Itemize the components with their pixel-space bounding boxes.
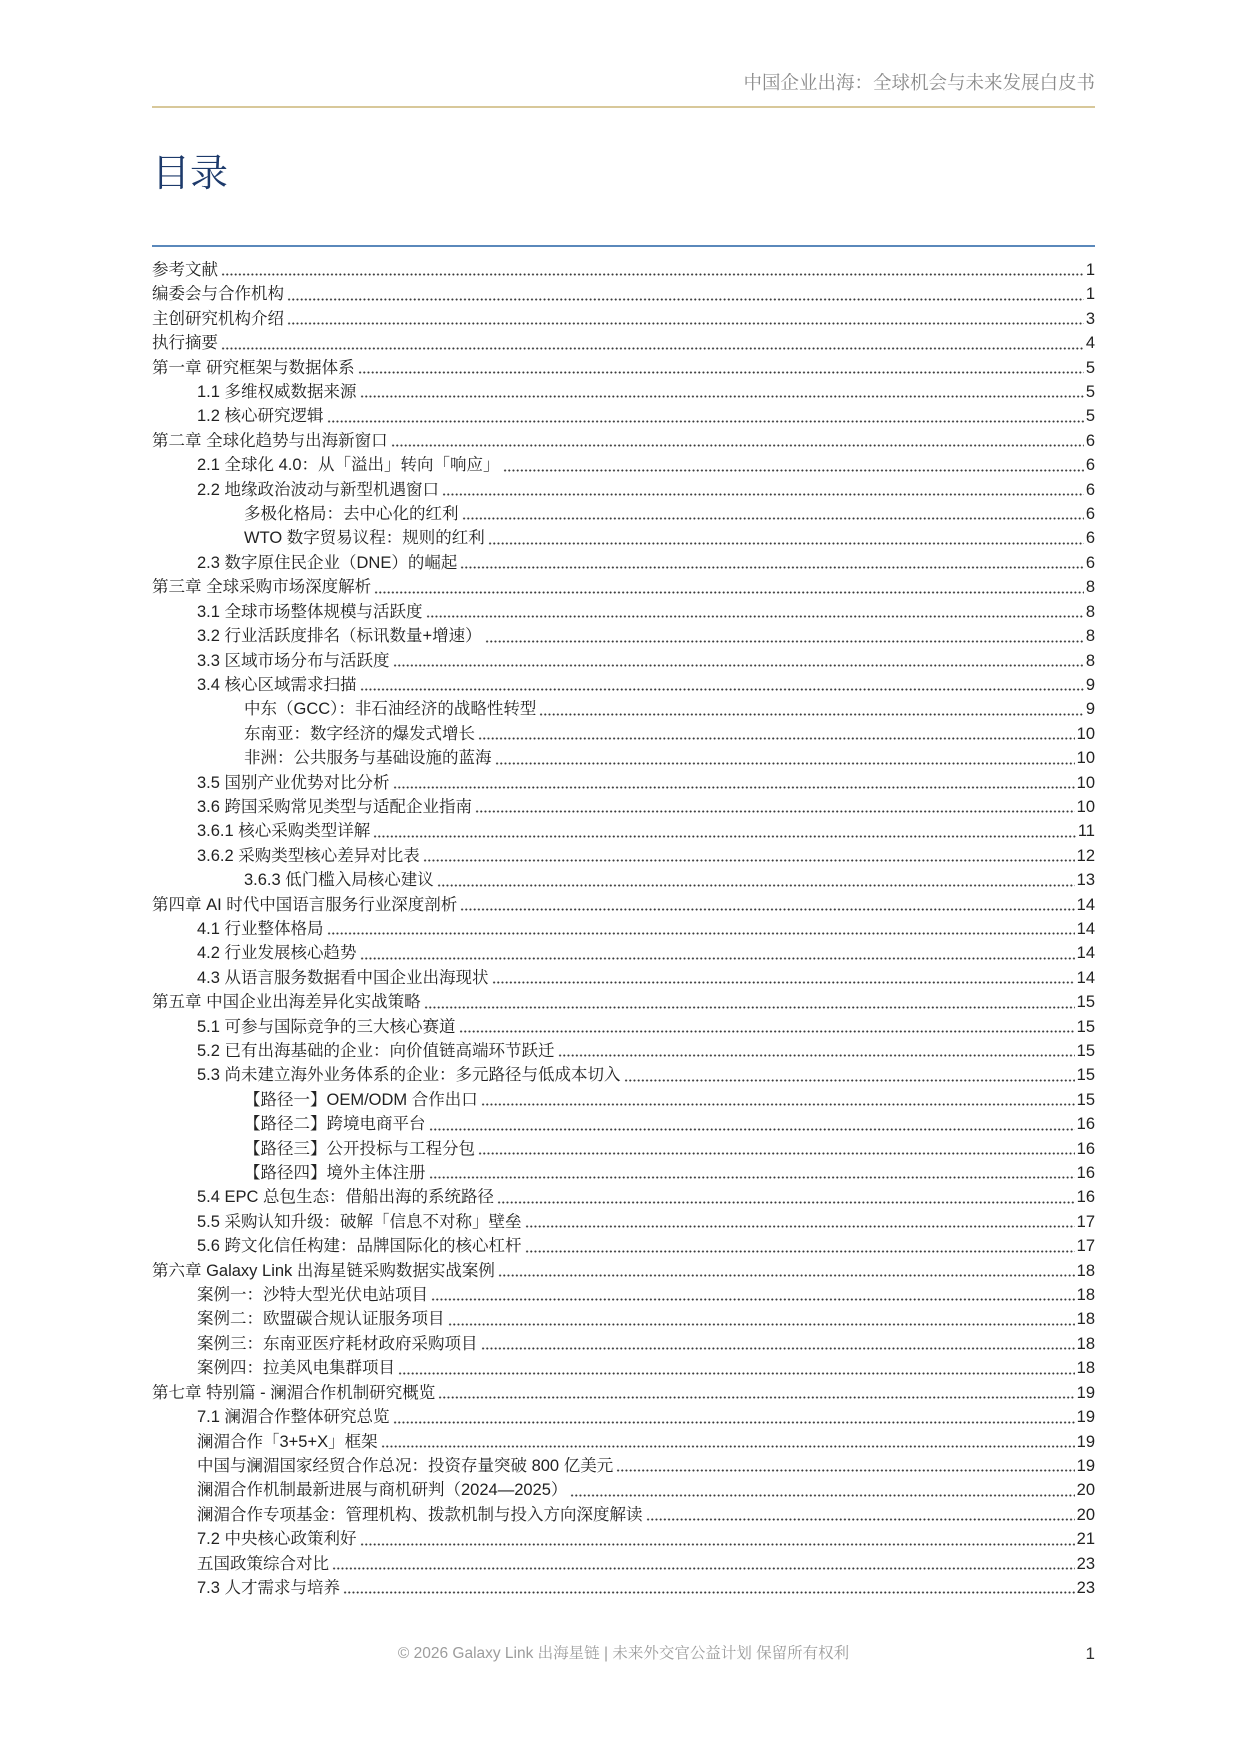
toc-entry-page-number: 9 [1085,675,1095,694]
toc-entry-page-number: 5 [1085,358,1095,377]
toc-dot-leader [398,1372,1075,1375]
toc-entry-label: 主创研究机构介绍 [152,309,284,328]
toc-entry-label: 4.1 行业整体格局 [197,919,324,938]
toc-entry-page-number: 15 [1076,1066,1095,1085]
toc-entry-label: 第二章 全球化趋势与出海新窗口 [152,431,388,450]
toc-dot-leader [393,664,1084,667]
toc-entry-label: 五国政策综合对比 [197,1554,329,1573]
toc-entry-label: 【路径一】OEM/ODM 合作出口 [244,1090,478,1109]
toc-entry[interactable] [152,649,1095,673]
toc-entry-label: 5.2 已有出海基础的企业：向价值链高端环节跃迁 [197,1042,555,1060]
toc-entry-page-number: 23 [1076,1554,1095,1573]
toc-dot-leader [429,1176,1075,1179]
toc-entry-label: 案例二：欧盟碳合规认证服务项目 [197,1310,445,1329]
toc-dot-leader [358,371,1084,374]
toc-entry[interactable] [152,990,1095,1014]
toc-dot-leader [616,1469,1074,1472]
toc-dot-leader [381,1445,1075,1448]
toc-entry[interactable] [152,502,1095,526]
toc-entry-label: 2.1 全球化 4.0：从「溢出」转向「响应」 [197,456,500,475]
toc-entry-label: 编委会与合作机构 [152,285,284,304]
toc-dot-leader [497,1201,1075,1204]
toc-entry[interactable] [152,966,1095,990]
toc-entry-label: 多极化格局：去中心化的红利 [244,505,459,524]
toc-entry[interactable] [152,1210,1095,1234]
toc-entry-page-number: 20 [1076,1481,1095,1500]
toc-entry-page-number: 18 [1076,1334,1095,1353]
toc-dot-leader [570,1494,1074,1497]
toc-entry[interactable] [152,1478,1095,1502]
toc-entry-label: 1.2 核心研究逻辑 [197,407,324,426]
page-footer [152,1643,1095,1665]
toc-entry-page-number: 18 [1076,1310,1095,1329]
toc-dot-leader [360,957,1075,960]
toc-entry-label: 东南亚：数字经济的爆发式增长 [244,724,475,743]
toc-entry-label: 3.4 核心区域需求扫描 [197,675,357,694]
toc-entry-page-number: 18 [1076,1286,1095,1305]
toc-dot-leader [539,713,1083,716]
toc-entry-page-number: 15 [1076,1017,1095,1036]
toc-entry-label: 第三章 全球采购市场深度解析 [152,578,372,597]
toc-entry-label: 澜湄合作「3+5+X」框架 [197,1432,378,1451]
toc-entry-label: 案例三：东南亚医疗耗材政府采购项目 [197,1334,478,1353]
toc-dot-leader [287,322,1084,325]
toc-entry-label: 5.4 EPC 总包生态：借船出海的系统路径 [197,1188,495,1207]
toc-entry[interactable] [152,1234,1095,1258]
toc-dot-leader [495,762,1075,765]
toc-entry-label: 3.1 全球市场整体规模与活跃度 [197,602,423,621]
toc-entry[interactable] [152,453,1095,477]
toc-entry[interactable] [152,526,1095,550]
toc-dot-leader [624,1079,1075,1082]
toc-entry-page-number: 3 [1085,309,1095,328]
toc-entry-page-number: 10 [1076,797,1095,816]
toc-entry-label: 第一章 研究框架与数据体系 [152,358,355,377]
toc-entry-label: 7.2 中央核心政策利好 [197,1530,357,1549]
toc-dot-leader [475,810,1075,813]
toc-dot-leader [442,493,1084,496]
toc-entry[interactable] [152,1356,1095,1380]
toc-entry-page-number: 21 [1076,1530,1095,1549]
toc-entry-page-number: 8 [1085,651,1095,670]
toc-entry[interactable] [152,1454,1095,1478]
toc-dot-leader [327,420,1084,423]
toc-entry[interactable] [152,478,1095,502]
toc-entry[interactable] [152,795,1095,819]
toc-entry[interactable] [152,844,1095,868]
toc-entry[interactable] [152,868,1095,892]
title-divider [152,245,1095,247]
toc-entry[interactable] [152,917,1095,941]
toc-entry-page-number: 17 [1076,1212,1095,1231]
toc-dot-leader [459,1030,1075,1033]
toc-dot-leader [431,1298,1075,1301]
toc-entry-page-number: 10 [1076,749,1095,768]
table-of-contents [152,258,1095,1600]
toc-entry-label: 4.3 从语言服务数据看中国企业出海现状 [197,968,489,987]
toc-entry-page-number: 6 [1085,553,1095,572]
toc-entry-label: 案例四：拉美风电集群项目 [197,1359,395,1378]
toc-dot-leader [360,1543,1075,1546]
toc-entry-page-number: 15 [1076,993,1095,1012]
toc-entry-page-number: 9 [1085,700,1095,719]
toc-entry-label: 澜湄合作机制最新进展与商机研判（2024—2025） [197,1481,568,1500]
toc-dot-leader [221,273,1084,276]
toc-dot-leader [287,298,1084,301]
toc-entry-page-number: 12 [1076,846,1095,865]
toc-entry[interactable] [152,600,1095,624]
toc-dot-leader [374,591,1084,594]
toc-entry[interactable] [152,575,1095,599]
toc-entry[interactable] [152,673,1095,697]
footer-page-number: 1 [1085,1644,1095,1663]
toc-entry[interactable] [152,722,1095,746]
toc-dot-leader [332,1567,1075,1570]
toc-entry-label: 5.6 跨文化信任构建：品牌国际化的核心杠杆 [197,1237,522,1256]
toc-dot-leader [462,517,1084,520]
toc-entry[interactable] [152,404,1095,428]
toc-entry[interactable] [152,1576,1095,1600]
toc-entry-page-number: 18 [1076,1359,1095,1378]
toc-entry[interactable] [152,771,1095,795]
toc-entry[interactable] [152,1430,1095,1454]
toc-entry[interactable] [152,1112,1095,1136]
toc-dot-leader [429,1128,1075,1131]
toc-entry[interactable] [152,356,1095,380]
toc-entry[interactable] [152,1039,1095,1063]
toc-entry-label: 3.6.3 低门槛入局核心建议 [244,871,434,890]
toc-entry[interactable] [152,1161,1095,1185]
toc-entry[interactable] [152,380,1095,404]
toc-entry[interactable] [152,624,1095,648]
toc-entry-page-number: 11 [1077,822,1095,841]
toc-entry-label: 参考文献 [152,261,218,279]
toc-entry-label: 第五章 中国企业出海差异化实战策略 [152,993,421,1012]
toc-entry-page-number: 14 [1076,944,1095,963]
toc-entry[interactable] [152,1259,1095,1283]
toc-entry[interactable] [152,1283,1095,1307]
toc-entry[interactable] [152,1088,1095,1112]
toc-entry-label: 3.5 国别产业优势对比分析 [197,773,390,792]
toc-entry-label: 1.1 多维权威数据来源 [197,383,357,402]
toc-entry[interactable] [152,1332,1095,1356]
toc-dot-leader [448,1323,1075,1326]
toc-entry-label: 3.6 跨国采购常见类型与适配企业指南 [197,797,473,816]
toc-entry-page-number: 4 [1085,334,1095,353]
toc-entry[interactable] [152,331,1095,355]
toc-entry-label: 中东（GCC）：非石油经济的战略性转型 [244,700,537,719]
toc-entry-page-number: 17 [1076,1237,1095,1256]
toc-entry-page-number: 5 [1085,383,1095,402]
toc-dot-leader [460,566,1083,569]
toc-entry-page-number: 16 [1076,1188,1095,1207]
toc-dot-leader [343,1591,1075,1594]
toc-entry-page-number: 19 [1076,1456,1095,1475]
toc-entry[interactable] [152,1185,1095,1209]
toc-dot-leader [438,1396,1074,1399]
toc-entry[interactable] [152,1063,1095,1087]
toc-dot-leader [498,1274,1075,1277]
toc-entry-label: 5.3 尚未建立海外业务体系的企业：多元路径与低成本切入 [197,1066,621,1085]
toc-entry-page-number: 16 [1076,1164,1095,1183]
page-title: 目录 [152,153,229,195]
running-header: 中国企业出海：全球机会与未来发展白皮书 [743,74,1095,94]
toc-entry-label: 4.2 行业发展核心趋势 [197,944,357,963]
toc-dot-leader [360,395,1084,398]
toc-dot-leader [373,835,1076,838]
toc-entry-label: 7.3 人才需求与培养 [197,1578,341,1597]
toc-entry-label: 第七章 特别篇 - 澜湄合作机制研究概览 [152,1383,436,1402]
toc-entry-label: 案例一：沙特大型光伏电站项目 [197,1286,428,1305]
toc-entry[interactable] [152,429,1095,453]
toc-entry-label: 第六章 Galaxy Link 出海星链采购数据实战案例 [152,1261,495,1280]
toc-entry-page-number: 23 [1076,1578,1095,1597]
toc-entry[interactable] [152,941,1095,965]
toc-entry-page-number: 6 [1085,529,1095,548]
toc-entry-page-number: 20 [1076,1505,1095,1524]
toc-entry[interactable] [152,1552,1095,1576]
toc-entry-page-number: 8 [1085,578,1095,597]
toc-entry-page-number: 15 [1076,1090,1095,1109]
toc-dot-leader [426,615,1084,618]
toc-dot-leader [525,1250,1075,1253]
toc-entry-label: 【路径三】公开投标与工程分包 [244,1139,475,1158]
toc-entry-page-number: 6 [1085,431,1095,450]
toc-entry[interactable] [152,307,1095,331]
toc-entry-label: 7.1 澜湄合作整体研究总览 [197,1408,390,1427]
toc-entry-page-number: 14 [1076,919,1095,938]
toc-entry-page-number: 14 [1076,895,1095,914]
toc-entry-page-number: 19 [1076,1408,1095,1427]
toc-entry-label: 非洲：公共服务与基础设施的蓝海 [244,749,492,768]
toc-entry-label: 【路径四】境外主体注册 [244,1164,426,1183]
toc-entry[interactable] [152,1015,1095,1039]
toc-entry[interactable] [152,1503,1095,1527]
header-divider [152,106,1095,108]
toc-dot-leader [503,469,1084,472]
toc-dot-leader [646,1518,1075,1521]
toc-entry-label: 2.2 地缘政治波动与新型机遇窗口 [197,480,440,499]
footer-copyright: © 2026 Galaxy Link 出海星链 | 未来外交官公益计划 保留所有权利 [397,1645,850,1662]
toc-entry-label: 【路径二】跨境电商平台 [244,1115,426,1134]
toc-dot-leader [437,884,1075,887]
toc-entry-page-number: 14 [1076,968,1095,987]
toc-entry-page-number: 6 [1085,505,1095,524]
toc-entry[interactable] [152,746,1095,770]
toc-entry[interactable] [152,282,1095,306]
toc-dot-leader [478,737,1075,740]
toc-dot-leader [485,640,1084,643]
toc-entry-label: 执行摘要 [152,334,218,353]
toc-entry-label: 3.2 行业活跃度排名（标讯数量+增速） [197,627,482,646]
toc-entry-label: 第四章 AI 时代中国语言服务行业深度剖析 [152,895,458,914]
toc-entry-page-number: 18 [1076,1261,1095,1280]
toc-entry[interactable] [152,893,1095,917]
toc-dot-leader [393,1421,1075,1424]
toc-entry-page-number: 8 [1085,602,1095,621]
toc-dot-leader [460,908,1074,911]
toc-entry[interactable] [152,697,1095,721]
toc-entry-label: 5.5 采购认知升级：破解「信息不对称」壁垒 [197,1212,522,1231]
toc-dot-leader [423,859,1075,862]
toc-dot-leader [221,347,1084,350]
toc-entry[interactable] [152,551,1095,575]
toc-entry-label: 5.1 可参与国际竞争的三大核心赛道 [197,1017,456,1036]
toc-dot-leader [391,444,1084,447]
toc-entry-label: 3.6.1 核心采购类型详解 [197,822,371,841]
toc-entry-label: 中国与澜湄国家经贸合作总况：投资存量突破 800 亿美元 [197,1456,614,1475]
toc-entry-page-number: 19 [1076,1383,1095,1402]
toc-entry-label: 3.3 区域市场分布与活跃度 [197,651,390,670]
toc-entry[interactable] [152,258,1095,282]
toc-entry-label: 2.3 数字原住民企业（DNE）的崛起 [197,553,458,572]
toc-entry[interactable] [152,1405,1095,1429]
toc-entry-page-number: 15 [1076,1042,1095,1060]
toc-dot-leader [360,688,1084,691]
toc-entry-label: 澜湄合作专项基金：管理机构、拨款机制与投入方向深度解读 [197,1505,643,1524]
toc-entry[interactable] [152,1307,1095,1331]
toc-entry-page-number: 10 [1076,773,1095,792]
toc-entry-page-number: 16 [1076,1139,1095,1158]
toc-dot-leader [481,1103,1075,1106]
toc-dot-leader [327,932,1075,935]
toc-entry[interactable] [152,819,1095,843]
toc-dot-leader [525,1225,1075,1228]
toc-dot-leader [558,1054,1075,1057]
toc-entry-label: WTO 数字贸易议程：规则的红利 [244,529,485,548]
toc-dot-leader [481,1347,1075,1350]
toc-dot-leader [478,1152,1075,1155]
toc-entry-page-number: 13 [1076,871,1095,890]
toc-entry[interactable] [152,1381,1095,1405]
toc-entry-page-number: 16 [1076,1115,1095,1134]
toc-entry-page-number: 6 [1085,456,1095,475]
toc-dot-leader [393,786,1075,789]
toc-entry-label: 3.6.2 采购类型核心差异对比表 [197,846,420,865]
toc-entry[interactable] [152,1137,1095,1161]
toc-entry-page-number: 8 [1085,627,1095,646]
toc-dot-leader [492,981,1075,984]
toc-entry-page-number: 6 [1085,480,1095,499]
toc-entry-page-number: 10 [1076,724,1095,743]
toc-dot-leader [424,1006,1075,1009]
toc-entry[interactable] [152,1527,1095,1551]
toc-entry-page-number: 19 [1076,1432,1095,1451]
toc-dot-leader [488,542,1084,545]
toc-entry-page-number: 1 [1085,261,1095,279]
toc-entry-page-number: 5 [1085,407,1095,426]
toc-entry-page-number: 1 [1085,285,1095,304]
